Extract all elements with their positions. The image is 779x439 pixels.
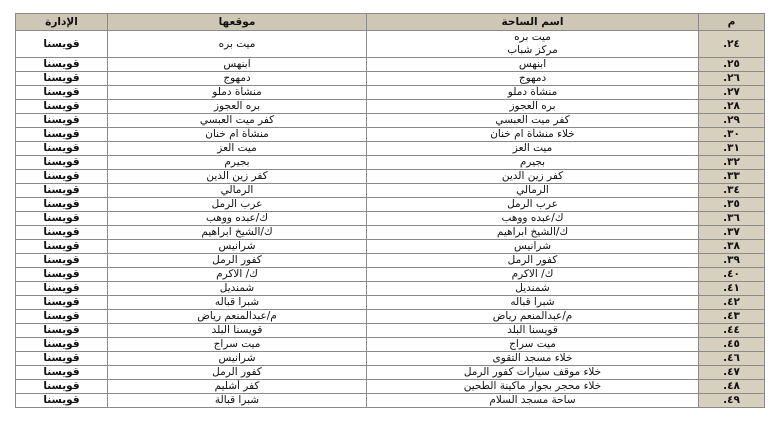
square-name-line: ميت بره [514, 31, 551, 43]
square-location: ك/الشيخ ابراهيم [108, 226, 367, 240]
square-admin: قويسنا [16, 31, 108, 58]
row-number: ٤٢. [699, 296, 765, 310]
square-name: ميت العز [367, 142, 699, 156]
square-admin: قويسنا [16, 114, 108, 128]
square-location: م/عبدالمنعم رياض [108, 310, 367, 324]
square-location: ميت بره [108, 31, 367, 58]
square-location: ميت سراج [108, 338, 367, 352]
square-name: بره العجوز [367, 100, 699, 114]
table-row [16, 212, 765, 226]
square-location: شمنديل [108, 282, 367, 296]
row-number: ٣١. [699, 142, 765, 156]
square-admin: قويسنا [16, 240, 108, 254]
header-name: اسم الساحة [367, 14, 699, 31]
square-admin: قويسنا [16, 72, 108, 86]
square-name: ابنهس [367, 58, 699, 72]
square-location: شبرا قبالة [108, 394, 367, 408]
row-number: ٣٣. [699, 170, 765, 184]
square-name: عرب الرمل [367, 198, 699, 212]
square-name: م/عبدالمنعم رياض [367, 310, 699, 324]
square-location: الرمالي [108, 184, 367, 198]
square-admin: قويسنا [16, 156, 108, 170]
table-row [16, 366, 765, 380]
square-location: كفر زين الدين [108, 170, 367, 184]
square-admin: قويسنا [16, 100, 108, 114]
square-location: عرب الرمل [108, 198, 367, 212]
row-number: ٢٥. [699, 58, 765, 72]
table-row [16, 394, 765, 408]
square-admin: قويسنا [16, 282, 108, 296]
square-location: كفور الرمل [108, 366, 367, 380]
square-admin: قويسنا [16, 128, 108, 142]
table-row [16, 170, 765, 184]
table-row [16, 268, 765, 282]
square-name: ك/الشيخ ابراهيم [367, 226, 699, 240]
table-row [16, 156, 765, 170]
square-name: خلاء مسجد التقوى [367, 352, 699, 366]
row-number: ٢٨. [699, 100, 765, 114]
table-row [16, 338, 765, 352]
square-location: شرانيس [108, 240, 367, 254]
row-number: ٤٤. [699, 324, 765, 338]
row-number: ٣٧. [699, 226, 765, 240]
table-row [16, 254, 765, 268]
row-number: ٢٦. [699, 72, 765, 86]
square-admin: قويسنا [16, 380, 108, 394]
table-row [16, 100, 765, 114]
square-name: شبرا قباله [367, 296, 699, 310]
table-row [16, 128, 765, 142]
table-row [16, 198, 765, 212]
square-location: بره العجوز [108, 100, 367, 114]
square-name: قويسنا البلد [367, 324, 699, 338]
table-row [16, 380, 765, 394]
square-admin: قويسنا [16, 142, 108, 156]
square-admin: قويسنا [16, 198, 108, 212]
square-admin: قويسنا [16, 296, 108, 310]
row-number: ٤٩. [699, 394, 765, 408]
row-number: ٤٦. [699, 352, 765, 366]
square-admin: قويسنا [16, 324, 108, 338]
square-location: كفر ميت العبسي [108, 114, 367, 128]
table-row [16, 31, 765, 58]
square-name-line: مركز شباب [507, 44, 558, 56]
table-row [16, 114, 765, 128]
square-name: ك/ الاكرم [367, 268, 699, 282]
square-location: منشأة دملو [108, 86, 367, 100]
table-row [16, 240, 765, 254]
square-name: كفور الرمل [367, 254, 699, 268]
table-row [16, 142, 765, 156]
table-row [16, 58, 765, 72]
table-row [16, 352, 765, 366]
square-name: كفر ميت العبسي [367, 114, 699, 128]
square-name [367, 31, 699, 58]
square-location: كفر أشليم [108, 380, 367, 394]
table-header-row [16, 14, 765, 31]
square-location: منشأة ام خنان [108, 128, 367, 142]
table-row [16, 296, 765, 310]
square-admin: قويسنا [16, 170, 108, 184]
square-location: شرانيس [108, 352, 367, 366]
square-name: دمهوج [367, 72, 699, 86]
row-number: ٤٧. [699, 366, 765, 380]
square-admin: قويسنا [16, 226, 108, 240]
row-number: ٢٩. [699, 114, 765, 128]
square-name: الرمالي [367, 184, 699, 198]
square-name: منشأة دملو [367, 86, 699, 100]
row-number: ٣٩. [699, 254, 765, 268]
table-row [16, 184, 765, 198]
square-admin: قويسنا [16, 212, 108, 226]
table-body [16, 31, 765, 408]
row-number: ٤٨. [699, 380, 765, 394]
square-admin: قويسنا [16, 366, 108, 380]
square-name: شمنديل [367, 282, 699, 296]
square-admin: قويسنا [16, 310, 108, 324]
table-row [16, 324, 765, 338]
square-location: ابنهس [108, 58, 367, 72]
row-number: ٣٥. [699, 198, 765, 212]
square-location: بجيرم [108, 156, 367, 170]
row-number: ٢٧. [699, 86, 765, 100]
square-name: خلاء محجر بجوار ماكينة الطحين [367, 380, 699, 394]
square-admin: قويسنا [16, 352, 108, 366]
table-row [16, 282, 765, 296]
squares-table [15, 13, 765, 408]
square-location: كفور الرمل [108, 254, 367, 268]
square-name: ك/عبده ووهب [367, 212, 699, 226]
row-number: ٤٣. [699, 310, 765, 324]
square-admin: قويسنا [16, 58, 108, 72]
square-name: شرانيس [367, 240, 699, 254]
square-name: خلاء موقف سيارات كفور الرمل [367, 366, 699, 380]
table-row [16, 226, 765, 240]
square-location: ك/عبده ووهب [108, 212, 367, 226]
square-name: ميت سراج [367, 338, 699, 352]
square-admin: قويسنا [16, 338, 108, 352]
header-location: موقعها [108, 14, 367, 31]
square-admin: قويسنا [16, 86, 108, 100]
square-name: بجيرم [367, 156, 699, 170]
square-location: ك/ الاكرم [108, 268, 367, 282]
row-number: ٣٤. [699, 184, 765, 198]
square-admin: قويسنا [16, 184, 108, 198]
row-number: ٤١. [699, 282, 765, 296]
square-name: ساحة مسجد السلام [367, 394, 699, 408]
row-number: ٣٠. [699, 128, 765, 142]
square-admin: قويسنا [16, 254, 108, 268]
square-location: دمهوج [108, 72, 367, 86]
square-admin: قويسنا [16, 268, 108, 282]
header-admin: الإدارة [16, 14, 108, 31]
table-row [16, 72, 765, 86]
table-row [16, 86, 765, 100]
square-admin: قويسنا [16, 394, 108, 408]
row-number: ٣٢. [699, 156, 765, 170]
row-number: ٢٤. [699, 31, 765, 58]
row-number: ٣٦. [699, 212, 765, 226]
row-number: ٣٨. [699, 240, 765, 254]
square-location: ميت العز [108, 142, 367, 156]
header-num: م [699, 14, 765, 31]
square-location: شبرا قباله [108, 296, 367, 310]
square-name: خلاء منشأة ام خنان [367, 128, 699, 142]
row-number: ٤٥. [699, 338, 765, 352]
row-number: ٤٠. [699, 268, 765, 282]
square-location: قويسنا البلد [108, 324, 367, 338]
square-name: كفر زين الدين [367, 170, 699, 184]
table-row [16, 310, 765, 324]
